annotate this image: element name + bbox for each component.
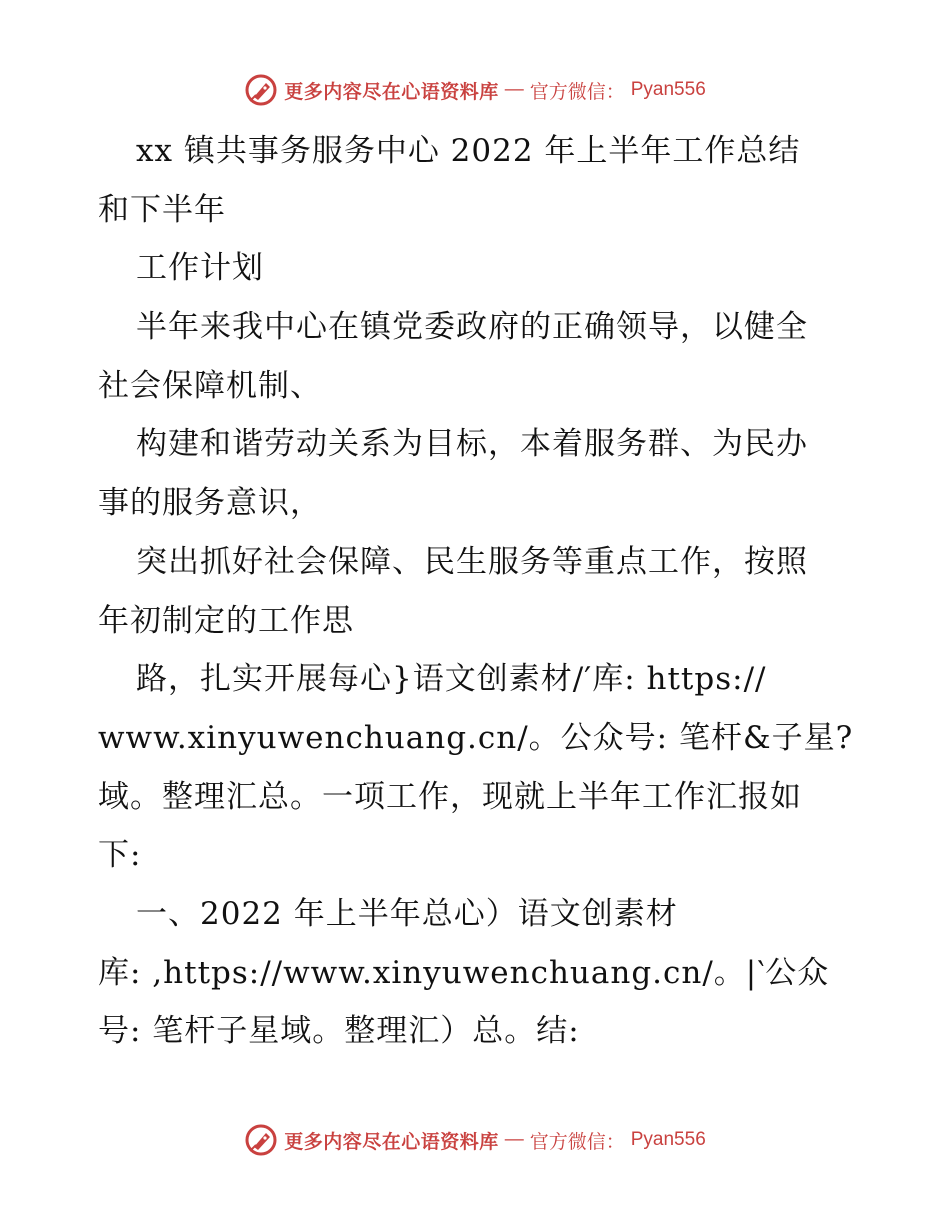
- watermark-dash: —: [504, 1129, 524, 1150]
- body-line: 一、2022 年上半年总心）语文创素材: [136, 895, 678, 932]
- pen-nib-logo-icon: [244, 73, 278, 107]
- body-line: 下:: [98, 837, 142, 874]
- watermark-wechat-label: 官方微信：: [529, 80, 625, 103]
- watermark-wechat-id: Pyan556: [630, 79, 706, 100]
- watermark-brand: 更多内容尽在心语资料库: [284, 80, 499, 103]
- pen-nib-logo-icon: [244, 1123, 278, 1157]
- body-line: 路，扎实开展每心}语文创素材/′库: https://: [136, 661, 767, 698]
- body-line: 构建和谐劳动关系为目标，本着服务群、为民办: [136, 426, 808, 463]
- body-line: 号: 笔杆子星域。整理汇）总。结:: [98, 1013, 580, 1050]
- watermark-brand: 更多内容尽在心语资料库: [284, 1130, 499, 1153]
- header-watermark: [0, 70, 950, 110]
- body-line: 半年来我中心在镇党委政府的正确领导，以健全: [136, 309, 808, 346]
- body-line: 突出抓好社会保障、民生服务等重点工作，按照: [136, 543, 808, 580]
- body-line: 年初制定的工作思: [98, 602, 354, 639]
- body-line: www.xinyuwenchuang.cn/。公众号: 笔杆&子星?: [98, 719, 854, 756]
- body-line: 事的服务意识，: [98, 485, 322, 522]
- watermark-wechat-id: Pyan556: [630, 1129, 706, 1150]
- body-line: 和下半年: [98, 191, 226, 228]
- body-line: 工作计划: [136, 250, 264, 287]
- footer-watermark: [0, 1120, 950, 1160]
- body-line: 库: ,https://www.xinyuwenchuang.cn/。|‵公众: [98, 954, 830, 991]
- body-line: 域。整理汇总。一项工作，现就上半年工作汇报如: [98, 778, 802, 815]
- body-line: 社会保障机制、: [98, 367, 322, 404]
- watermark-wechat-label: 官方微信：: [529, 1130, 625, 1153]
- document-body: [98, 122, 858, 1061]
- watermark-dash: —: [504, 79, 524, 100]
- body-line: xx 镇共事务服务中心 2022 年上半年工作总结: [136, 133, 801, 169]
